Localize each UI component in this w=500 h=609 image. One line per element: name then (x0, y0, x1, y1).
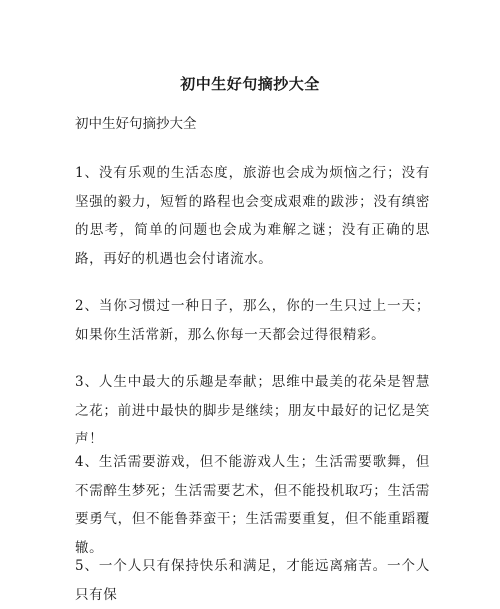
document-title: 初中生好句摘抄大全 (180, 75, 320, 93)
paragraph-4: 4、生活需要游戏，但不能游戏人生；生活需要歌舞，但不需醉生梦死；生活需要艺术，但不能投机取巧；生活需要勇气，但不能鲁莽蛮干；生活需要重复，但不能重蹈覆辙。 (75, 454, 430, 556)
paragraph-2: 2、当你习惯过一种日子，那么，你的一生只过上一天；如果你生活常新，那么你每一天都会过得很精彩。 (75, 298, 430, 343)
paragraph-5: 5、一个人只有保持快乐和满足，才能远离痛苦。一个人只有保 (75, 558, 430, 603)
paragraph-3: 3、人生中最大的乐趣是奉献；思维中最美的花朵是智慧之花；前进中最快的脚步是继续；朋友中最好的记忆是笑声！ (75, 374, 430, 447)
paragraph-1: 1、没有乐观的生活态度，旅游也会成为烦恼之行；没有坚强的毅力，短暂的路程也会变成艰难的跋涉；没有缜密的思考，简单的问题也会成为难解之谜；没有正确的思路，再好的机遇也会付诸流水。 (75, 165, 430, 267)
document-subtitle: 初中生好句摘抄大全 (75, 116, 197, 132)
